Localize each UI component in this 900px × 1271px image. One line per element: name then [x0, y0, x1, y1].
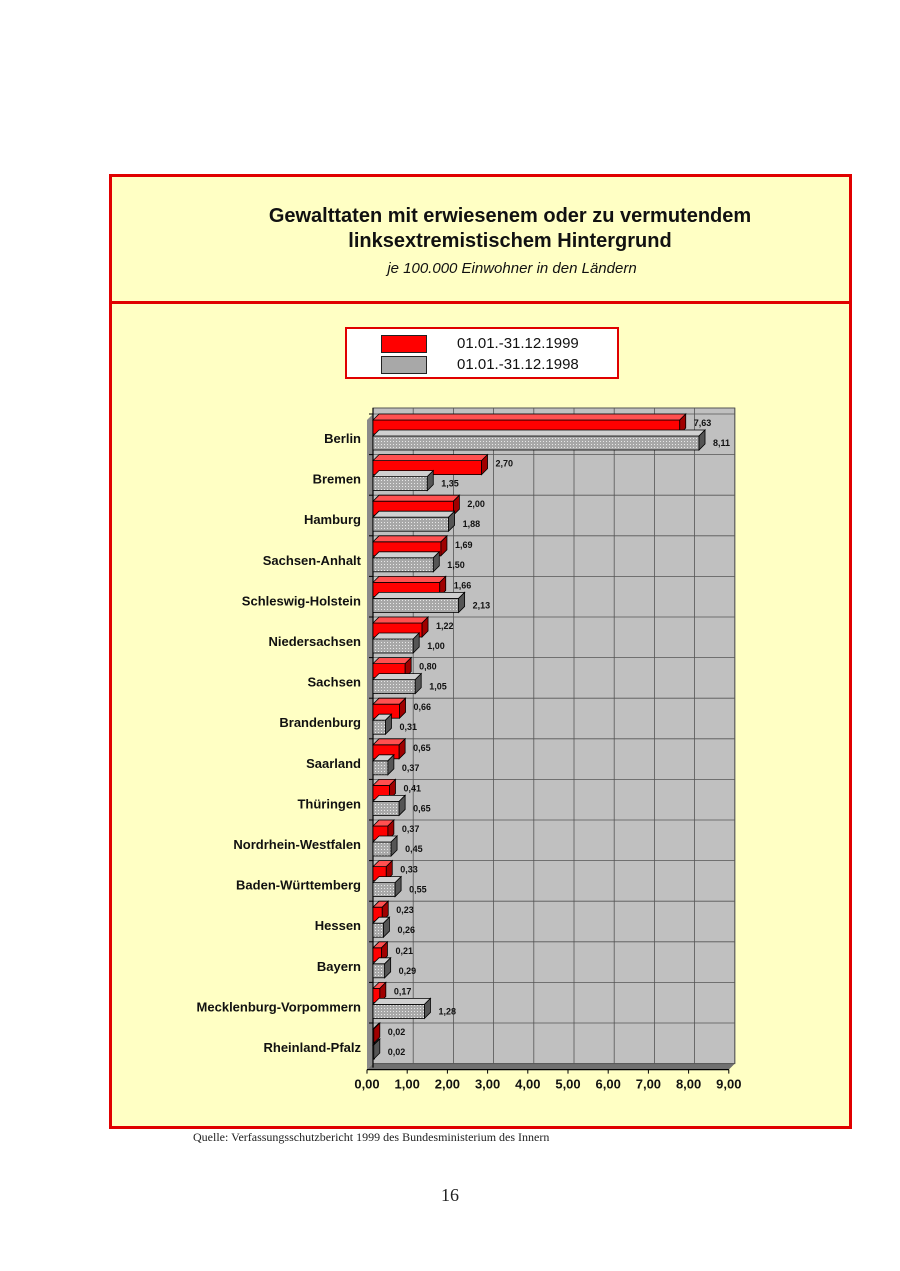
data-label-1998: 2,13: [472, 600, 491, 611]
bar-1998: [373, 598, 459, 612]
x-tick-label: 2,00: [434, 1076, 461, 1092]
bar-1998: [373, 436, 699, 450]
category-label: Niedersachsen: [268, 634, 361, 649]
category-label: Nordrhein-Westfalen: [233, 837, 361, 852]
bar-1998: [373, 720, 385, 734]
bar-1998: [373, 558, 433, 572]
data-label-1999: 1,66: [453, 580, 472, 591]
bar-1998: [373, 477, 427, 491]
legend-label-1998: 01.01.-31.12.1998: [457, 356, 579, 373]
bar-1998: [373, 761, 388, 775]
bar-1998: [373, 517, 449, 531]
data-label-1999: 0,66: [413, 702, 432, 713]
data-label-1998: 0,29: [398, 965, 417, 976]
bar-1998: [373, 639, 413, 653]
bar-1998-top: [373, 552, 439, 558]
category-label: Hamburg: [303, 512, 361, 528]
data-label-1999: 0,37: [401, 824, 420, 834]
category-label: Bremen: [312, 471, 361, 487]
plot-side-wall: [367, 414, 373, 1070]
data-label-1998: 8,11: [713, 438, 731, 448]
category-label: Brandenburg: [279, 715, 361, 731]
bar-1998-top: [373, 998, 430, 1004]
data-label-1998: 0,55: [409, 884, 427, 895]
x-tick-label: 8,00: [675, 1076, 702, 1092]
data-label-1999: 0,65: [413, 742, 431, 753]
category-label: Thüringen: [297, 796, 361, 812]
x-tick-label: 7,00: [635, 1076, 662, 1092]
category-label: Bayern: [316, 958, 361, 974]
chart-title-line-2: linksextremistischem Hintergrund: [348, 230, 672, 252]
bar-1999-top: [373, 536, 447, 542]
bar-1998: [373, 964, 385, 978]
category-label: Mecklenburg-Vorpommern: [196, 999, 361, 1015]
data-label-1999: 0,41: [403, 783, 422, 794]
bar-1998: [373, 680, 415, 694]
plot-floor: [367, 1064, 735, 1070]
data-label-1999: 0,80: [419, 661, 437, 672]
data-label-1998: 0,31: [399, 722, 417, 733]
data-label-1999: 0,17: [393, 986, 412, 997]
category-label: Sachsen-Anhalt: [262, 552, 361, 568]
legend-label-1999: 01.01.-31.12.1999: [457, 335, 579, 352]
data-label-1999: 0,23: [396, 905, 414, 916]
data-label-1999: 2,00: [467, 499, 485, 510]
x-tick-label: 0,00: [354, 1076, 380, 1092]
x-tick-label: 4,00: [515, 1076, 541, 1092]
bar-1998-top: [373, 471, 433, 477]
bar-1998-top: [373, 633, 419, 639]
data-label-1998: 0,02: [387, 1047, 406, 1057]
chart-title-line-1: Gewalttaten mit erwiesenem oder zu vermutendem: [268, 205, 752, 227]
chart-subtitle: je 100.000 Einwohner in den Ländern: [387, 260, 637, 277]
x-tick-label: 3,00: [474, 1076, 501, 1092]
data-label-1999: 1,69: [454, 539, 473, 550]
category-label: Saarland: [306, 755, 361, 771]
bar-1998-top: [373, 430, 705, 436]
source-note: Quelle: Verfassungsschutzbericht 1999 des Bundesministerium des Innern: [193, 1130, 550, 1144]
data-label-1998: 1,88: [462, 519, 481, 530]
page-number: 16: [441, 1185, 459, 1205]
bar-1998: [373, 801, 399, 815]
data-label-1998: 1,05: [429, 681, 447, 692]
data-label-1999: 0,02: [387, 1027, 406, 1037]
data-label-1998: 0,37: [401, 762, 420, 773]
category-label: Rheinland-Pfalz: [263, 1040, 361, 1055]
bar-1998: [373, 842, 391, 856]
x-tick-label: 9,00: [716, 1076, 742, 1092]
data-label-1999: 0,21: [395, 945, 413, 956]
bar-1999-top: [373, 617, 428, 623]
bar-1999-top: [373, 658, 411, 664]
category-label: Baden-Württemberg: [236, 877, 361, 893]
data-label-1998: 1,00: [427, 641, 445, 651]
bar-1999-top: [373, 414, 686, 420]
data-label-1998: 0,26: [397, 925, 415, 936]
bar-1999-top: [373, 455, 488, 461]
bar-1999-top: [373, 495, 459, 501]
data-label-1998: 0,45: [405, 844, 423, 854]
x-tick-label: 1,00: [394, 1076, 420, 1092]
data-label-1999: 7,63: [693, 418, 712, 428]
bar-1998-top: [373, 592, 465, 598]
data-label-1999: 1,22: [436, 621, 454, 631]
data-label-1999: 0,33: [400, 864, 418, 875]
data-label-1999: 2,70: [495, 458, 514, 469]
category-label: Sachsen: [307, 674, 361, 690]
data-label-1998: 1,50: [447, 559, 465, 570]
x-tick-label: 5,00: [555, 1076, 581, 1092]
data-label-1998: 1,28: [438, 1006, 456, 1017]
bar-1998: [373, 1004, 424, 1018]
category-label: Hessen: [314, 918, 361, 934]
category-label: Berlin: [324, 431, 361, 446]
bar-1999-top: [373, 576, 446, 582]
bar-1998-top: [373, 511, 455, 517]
bar-1998-top: [373, 674, 421, 680]
data-label-1998: 1,35: [441, 478, 459, 489]
category-label: Schleswig-Holstein: [241, 593, 361, 609]
bar-1998: [373, 923, 383, 937]
data-label-1998: 0,65: [413, 803, 431, 814]
x-tick-label: 6,00: [595, 1076, 621, 1092]
bar-1998: [373, 883, 395, 897]
